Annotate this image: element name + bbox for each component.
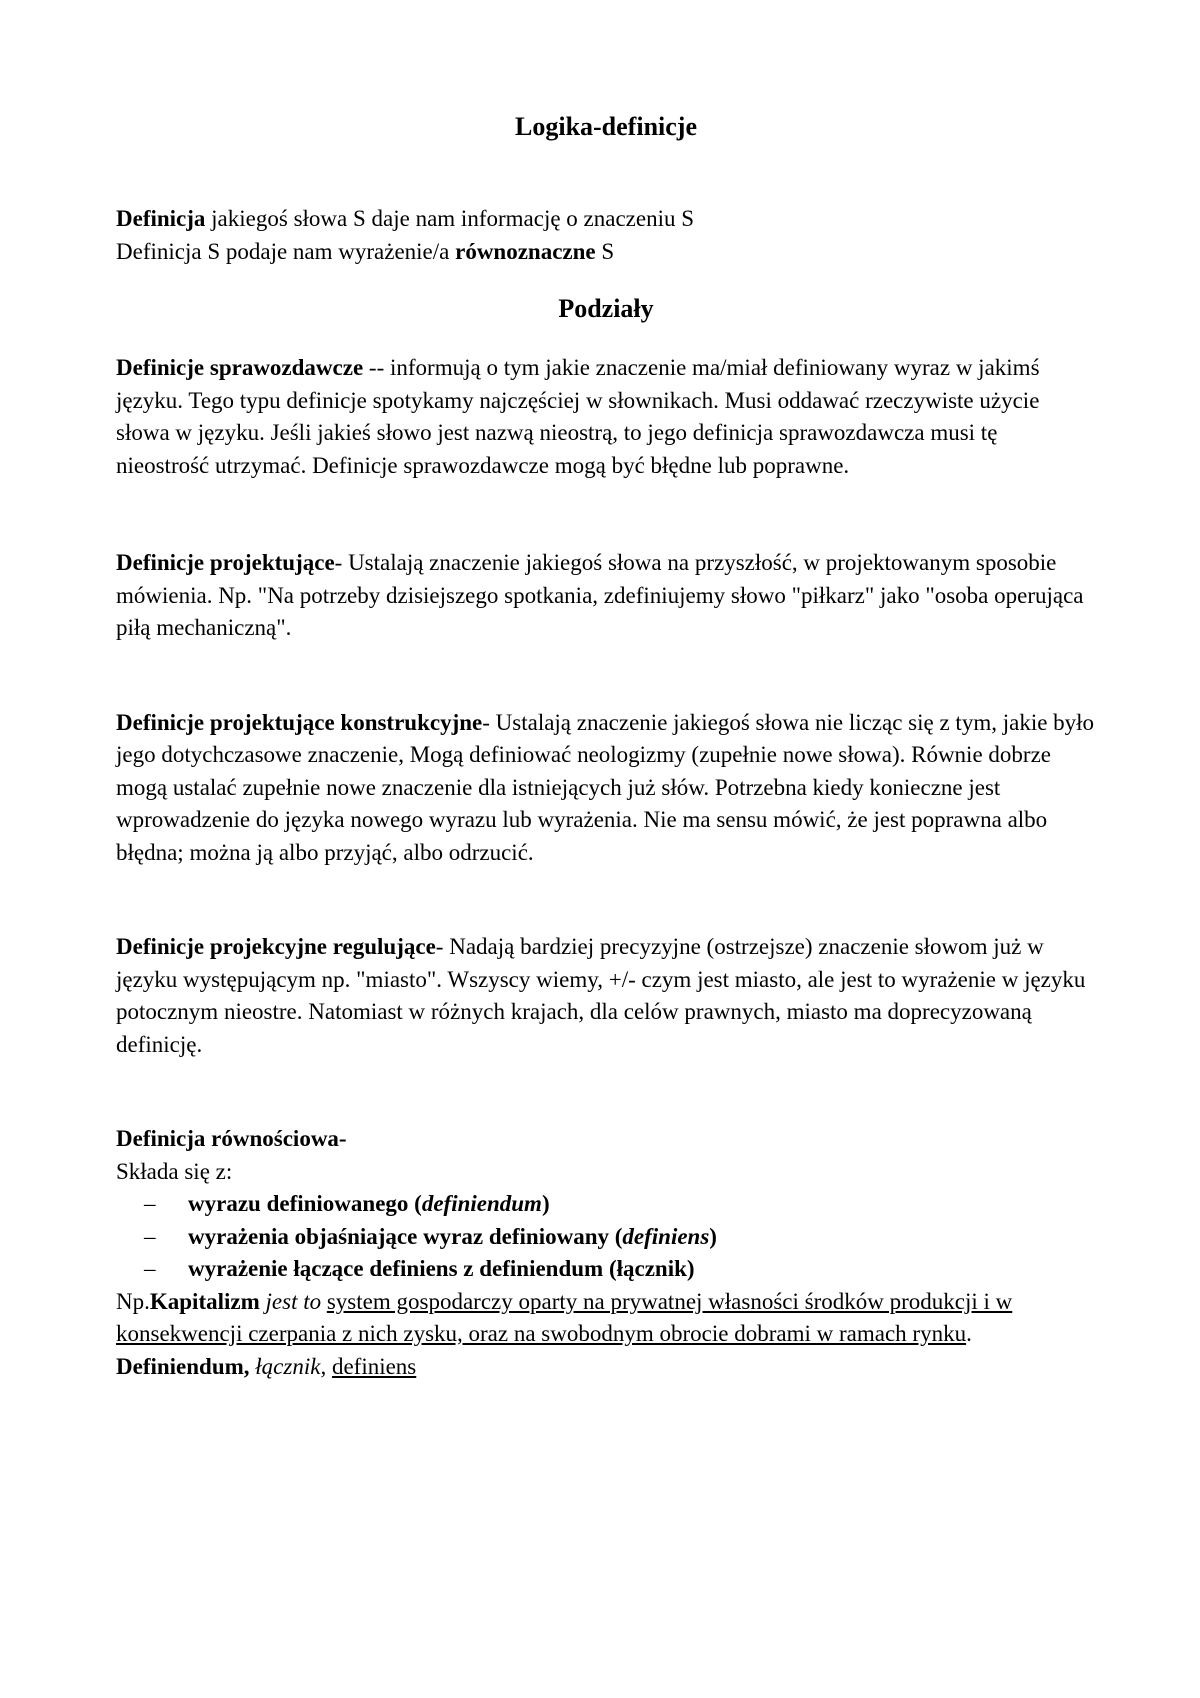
paragraph-projektujace: Definicje projektujące- Ustalają znaczenie jakiegoś słowa na przyszłość, w projektowanym sposobie mówienia. Np. "Na potrzeby dzisiejszego spotkania, zdefiniujemy słowo "piłkarz" jako "osoba operująca piłą mechaniczną". [116,550,1084,640]
list-item: – wyrazu definiowanego (definiendum) [144,1188,1096,1221]
list-item: – wyrażenia objaśniające wyraz definiowany (definiens) [144,1221,1096,1254]
term-konstrukcyjne: Definicje projektujące konstrukcyjne [116,709,483,735]
document-title: Logika-definicje [515,112,697,141]
intro-term-definicja: Definicja [116,206,206,231]
term-projektujace: Definicje projektujące [116,550,335,575]
intro-line-1: Definicja jakiegoś słowa S daje nam informację o znaczeniu S [116,206,695,231]
section-heading-podzialy: Podziały [558,294,654,323]
intro-term-rownoznaczne: równoznaczne [455,238,596,264]
paragraph-regulujace: Definicje projekcyjne regulujące- Nadają bardziej precyzyjne (ostrzejsze) znaczenie słowom już w języku występującym np. "miasto". Wszyscy wiemy, +/- czym jest miasto, ale jest to wyrażenie w języku potocznym nieostre. Natomiast w różnych krajach, dla celów prawnych, miasto ma doprecyzowaną definicję. [116,934,1086,1057]
example-definiendum: Kapitalizm [149,1288,260,1314]
legend-definiens: definiens [331,1353,417,1379]
document-body [116,110,1096,1383]
paragraph-sprawozdawcze: Definicje sprawozdawcze -- informują o tym jakie znaczenie ma/miał definiowany wyraz w jakimś języku. Tego typu definicje spotykamy najczęściej w słownikach. Musi oddawać rzeczywiste użycie słowa w języku. Jeśli jakieś słowo jest nazwą nieostrą, to jego definicja sprawozdawcza musi tę nieostrość utrzymać. Definicje sprawozdawcze mogą być błędne lub poprawne. [116,355,1040,478]
components-list [116,1188,1096,1286]
paragraph-konstrukcyjne: Definicje projektujące konstrukcyjne- Ustalają znaczenie jakiegoś słowa nie licząc się z tym, jakie było jego dotychczasowe znaczenie, Mogą definiować neologizmy (zupełnie nowe słowa). Równie dobrze mogą ustalać zupełnie nowe znaczenie dla istniejących już słów. Potrzebna kiedy konieczne jest wprowadzenie do języka nowego wyrazu lub wyrażenia. Nie ma sensu mówić, że jest poprawna albo błędna; można ją albo przyjąć, albo odrzucić. [116,709,1095,865]
example-definiens: system gospodarczy oparty na prywatnej własności środków produkcji i w konsekwencji czerpania z nich zysku, oraz na swobodnym obrocie dobrami w ramach rynku [116,1288,1013,1346]
composed-of-line: Składa się z: [116,1158,233,1184]
example-connector: jest to [259,1288,327,1314]
legend-connector: łącznik, [255,1353,327,1379]
legend-line [116,1351,1096,1384]
term-sprawozdawcze: Definicje sprawozdawcze [116,355,364,380]
intro-line-2: Definicja S podaje nam wyrażenie/a równoznaczne S [116,238,615,264]
dash-bullet: – [144,1191,156,1216]
legend-definiendum: Definiendum, [116,1353,250,1379]
dash-bullet: – [144,1223,156,1249]
dash-bullet: – [144,1256,156,1281]
example-kapitalizm: Np.Kapitalizm jest to system gospodarczy oparty na prywatnej własności środków produkcji i w konsekwencji czerpania z nich zysku, oraz na swobodnym obrocie dobrami w ramach rynku. [116,1288,1013,1346]
list-item: – wyrażenie łączące definiens z definiendum (łącznik) [144,1253,1096,1286]
term-rownosciowa: Definicja równościowa- [116,1126,347,1151]
term-regulujace: Definicje projekcyjne regulujące [116,934,436,959]
